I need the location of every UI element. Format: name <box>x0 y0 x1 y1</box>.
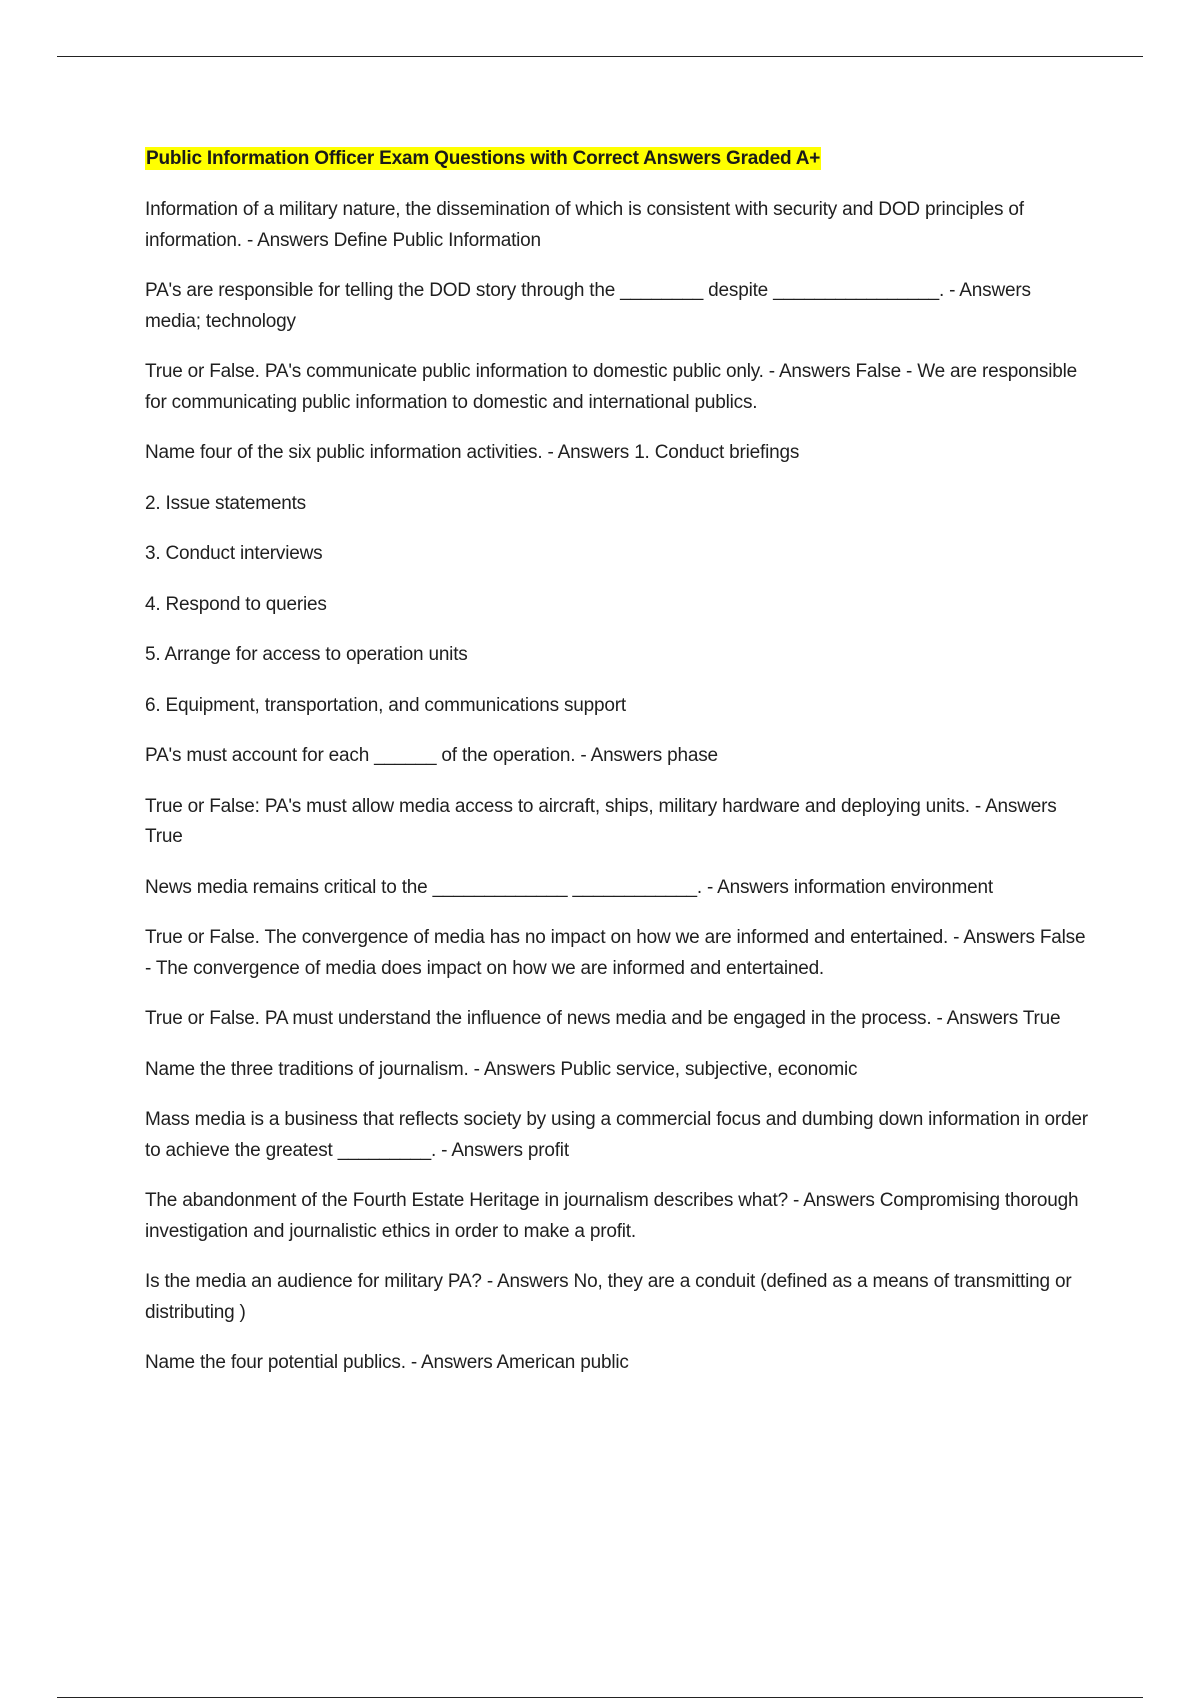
list-item: 3. Conduct interviews <box>145 543 323 564</box>
document-body <box>145 143 1090 1399</box>
qa-paragraph: Name the four potential publics. - Answers American public <box>145 1352 629 1373</box>
qa-paragraph: PA's must account for each ______ of the operation. - Answers phase <box>145 745 718 766</box>
qa-paragraph: Name the three traditions of journalism. - Answers Public service, subjective, economic <box>145 1058 858 1080</box>
footer-rule <box>57 1697 1143 1698</box>
qa-paragraph: Is the media an audience for military PA? - Answers No, they are a conduit (defined as a means of transmitting or distributing ) <box>145 1271 1072 1323</box>
qa-paragraph: True or False. The convergence of media has no impact on how we are informed and entertained. - Answers False - The convergence of media does impact on how we are informed and entertained. <box>145 927 1086 979</box>
document-title: Public Information Officer Exam Questions with Correct Answers Graded A+ <box>146 148 821 169</box>
list-item: 4. Respond to queries <box>145 593 327 615</box>
qa-paragraph: The abandonment of the Fourth Estate Heritage in journalism describes what? - Answers Compromising thorough investigation and journalistic ethics in order to make a profit. <box>145 1190 1079 1242</box>
qa-paragraph: News media remains critical to the _____________ ____________. - Answers information environment <box>145 876 993 898</box>
qa-paragraph: PA's are responsible for telling the DOD story through the ________ despite ________________. - Answers media; technology <box>145 280 1031 332</box>
qa-paragraph: True or False. PA must understand the influence of news media and be engaged in the process. - Answers True <box>145 1008 1061 1029</box>
title-line <box>145 143 1090 175</box>
list-item: 6. Equipment, transportation, and communications support <box>145 694 626 716</box>
header-rule <box>57 56 1143 57</box>
qa-paragraph: Name four of the six public information activities. - Answers 1. Conduct briefings <box>145 442 800 463</box>
qa-paragraph: True or False. PA's communicate public information to domestic public only. - Answers False - We are responsible for communicating public information to domestic and international publics. <box>145 361 1077 413</box>
list-item: 5. Arrange for access to operation units <box>145 644 468 665</box>
qa-paragraph: Mass media is a business that reflects society by using a commercial focus and dumbing down information in order to achieve the greatest _________. - Answers profit <box>145 1109 1088 1161</box>
qa-paragraph: Information of a military nature, the dissemination of which is consistent with security and DOD principles of information. - Answers Define Public Information <box>145 199 1024 251</box>
list-item: 2. Issue statements <box>145 492 306 514</box>
qa-paragraph: True or False: PA's must allow media access to aircraft, ships, military hardware and deploying units. - Answers True <box>145 795 1057 847</box>
